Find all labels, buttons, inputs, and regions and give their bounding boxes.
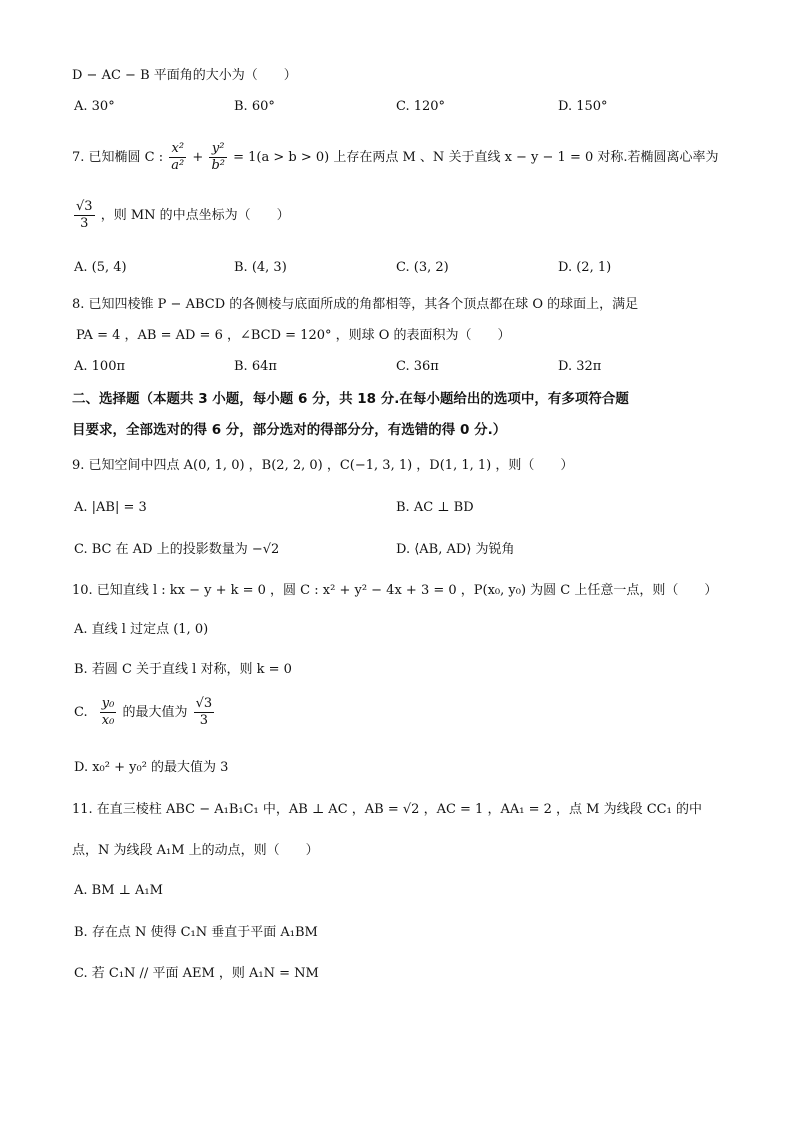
section-2-heading-line-2: 目要求，全部选对的得 6 分，部分选对的得部分分，有选错的得 0 分.） bbox=[72, 422, 507, 438]
q8-line-1: 8. 已知四棱锥 P − ABCD 的各侧棱与底面所成的角都相等，其各个顶点都在球 O 的球面上，满足 bbox=[72, 297, 639, 312]
q7-frac2-den: b² bbox=[211, 158, 225, 173]
q7-fraction-3 bbox=[74, 199, 95, 232]
q10-stem: 10. 已知直线 l : kx − y + k = 0 ，圆 C : x² + y² − 4x + 3 = 0 ，P(x₀, y₀) 为圆 C 上任意一点，则（ ） bbox=[72, 583, 718, 598]
q11-line-1: 11. 在直三棱柱 ABC − A₁B₁C₁ 中，AB ⊥ AC ，AB = √2 ，AC = 1 ，AA₁ = 2 ，点 M 为线段 CC₁ 的中 bbox=[72, 802, 702, 817]
q8-line-2: PA = 4 ，AB = AD = 6 ，∠BCD = 120° ，则球 O 的表面积为（ ） bbox=[76, 328, 511, 343]
q7-frac1-num: x² bbox=[169, 141, 186, 158]
q7-frac1-den: a² bbox=[171, 158, 185, 173]
q9-option-d: D. ⟨AB, AD⟩ 为锐角 bbox=[396, 542, 515, 557]
q6-option-b: B. 60° bbox=[234, 99, 275, 114]
q11-option-a: A. BM ⊥ A₁M bbox=[74, 883, 163, 898]
q6-option-a: A. 30° bbox=[74, 99, 115, 114]
q11-line-2: 点，N 为线段 A₁M 上的动点，则（ ） bbox=[72, 843, 319, 858]
q11-option-b: B. 存在点 N 使得 C₁N 垂直于平面 A₁BM bbox=[74, 925, 318, 940]
q7-post: = 1(a > b > 0) 上存在两点 M 、N 关于直线 x − y − 1 = 0 对称.若椭圆离心率为 bbox=[233, 150, 719, 165]
q7-frac2-num: y² bbox=[209, 141, 227, 158]
q10-option-b: B. 若圆 C 关于直线 l 对称，则 k = 0 bbox=[74, 662, 292, 677]
q10-c-fraction bbox=[100, 696, 117, 729]
q9-stem: 9. 已知空间中四点 A(0, 1, 0) ，B(2, 2, 0) ，C(−1, 3, 1) ，D(1, 1, 1) ，则（ ） bbox=[72, 458, 574, 473]
q10-c-frac2-num: √3 bbox=[195, 696, 213, 711]
q7-frac3-den: 3 bbox=[80, 216, 89, 231]
q6-option-c: C. 120° bbox=[396, 99, 446, 114]
q9-option-a: A. |AB| = 3 bbox=[74, 500, 147, 515]
q7-option-c: C. (3, 2) bbox=[396, 260, 449, 275]
q7-option-d: D. (2, 1) bbox=[558, 260, 612, 275]
q6-tail: D − AC − B 平面角的大小为（ ） bbox=[72, 68, 297, 83]
q7-fraction-1 bbox=[169, 141, 186, 174]
q10-c-fraction-2 bbox=[194, 696, 215, 729]
q7-option-b: B. (4, 3) bbox=[234, 260, 287, 275]
q10-option-a: A. 直线 l 过定点 (1, 0) bbox=[74, 622, 209, 637]
q7-frac3-num: √3 bbox=[76, 199, 93, 214]
q10-c-frac2-den: 3 bbox=[199, 713, 209, 728]
q7-post2: ，则 MN 的中点坐标为（ ） bbox=[100, 208, 290, 223]
q10-c-mid: 的最大值为 bbox=[122, 705, 188, 720]
q11-option-c: C. 若 C₁N // 平面 AEM ，则 A₁N = NM bbox=[74, 966, 319, 981]
q7-option-a: A. (5, 4) bbox=[74, 260, 127, 275]
q8-option-c: C. 36π bbox=[396, 359, 439, 374]
q10-option-d: D. x₀² + y₀² 的最大值为 3 bbox=[74, 760, 229, 775]
q7-pre: 7. 已知椭圆 C : bbox=[72, 150, 164, 165]
q9-option-c: C. BC 在 AD 上的投影数量为 −√2 bbox=[74, 542, 280, 557]
q10-c-label: C. bbox=[74, 705, 88, 720]
q10-option-c bbox=[74, 695, 216, 731]
q7-plus: + bbox=[192, 150, 204, 165]
section-2-heading-line-1: 二、选择题（本题共 3 小题，每小题 6 分，共 18 分.在每小题给出的选项中，有多项符合题 bbox=[72, 391, 629, 407]
q8-option-d: D. 32π bbox=[558, 359, 602, 374]
q8-option-b: B. 64π bbox=[234, 359, 277, 374]
q7-stem-2 bbox=[72, 198, 290, 234]
q9-option-b: B. AC ⊥ BD bbox=[396, 500, 474, 515]
q8-option-a: A. 100π bbox=[74, 359, 126, 374]
q6-option-d: D. 150° bbox=[558, 99, 608, 114]
q7-fraction-2 bbox=[209, 141, 227, 174]
q10-c-frac-den: x₀ bbox=[101, 713, 115, 728]
q7-stem bbox=[72, 140, 719, 176]
q10-c-frac-num: y₀ bbox=[101, 696, 115, 711]
